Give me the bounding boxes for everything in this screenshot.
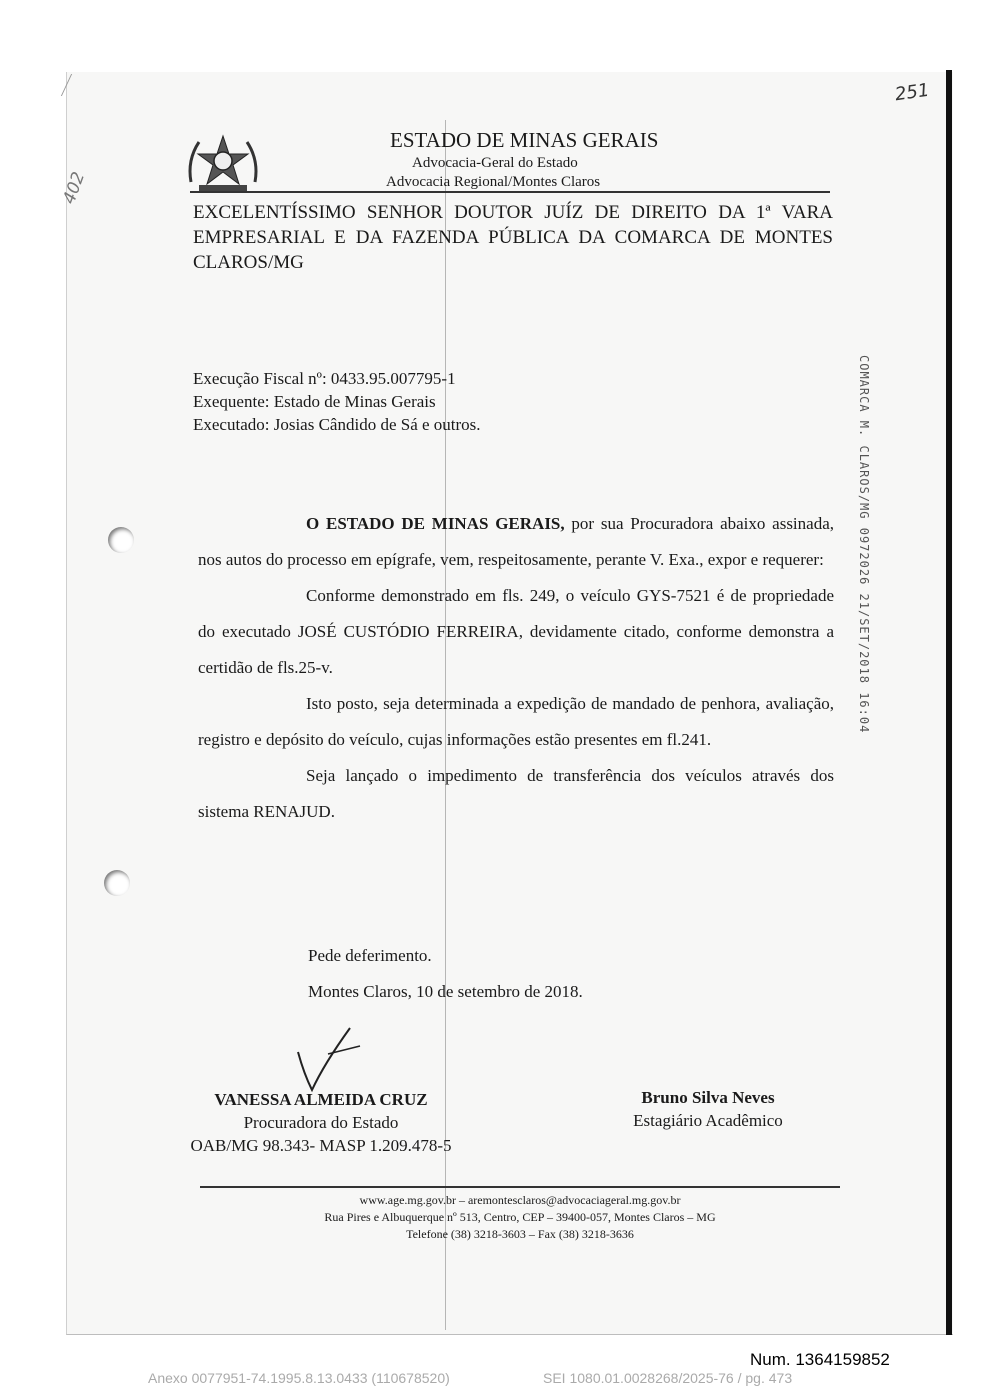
footer-divider (200, 1186, 840, 1188)
paragraph-renajud: Seja lançado o impedimento de transferência dos veículos através dos sistema RENAJUD. (198, 766, 834, 821)
closing-request: Pede deferimento. (308, 946, 432, 965)
header-divider (190, 191, 830, 193)
case-number: Execução Fiscal nº: 0433.95.007795-1 (193, 369, 456, 388)
footer-contact-web: www.age.mg.gov.br – aremontesclaros@advocaciageral.mg.gov.br (359, 1193, 681, 1207)
intro-bold: O ESTADO DE MINAS GERAIS, (306, 514, 565, 533)
case-info (193, 367, 481, 436)
punch-hole (108, 527, 134, 553)
header-subtitle-regional: Advocacia Regional/Montes Claros (386, 174, 601, 190)
annex-reference: Anexo 0077951-74.1995.8.13.0433 (110678520) (148, 1370, 450, 1386)
case-plaintiff: Exequente: Estado de Minas Gerais (193, 392, 436, 411)
sheet-edge (946, 70, 952, 1335)
closing (308, 938, 583, 1010)
header-title: ESTADO DE MINAS GERAIS (390, 128, 659, 152)
coat-of-arms-icon (185, 130, 261, 196)
closing-date: Montes Claros, 10 de setembro de 2018. (308, 982, 583, 1001)
punch-hole (104, 870, 130, 896)
signatory-right (608, 1086, 808, 1132)
footer-address: Rua Pires e Albuquerque nº 513, Centro, CEP – 39400-057, Montes Claros – MG (324, 1210, 716, 1224)
addressee: EXCELENTÍSSIMO SENHOR DOUTOR JUÍZ DE DIREITO DA 1ª VARA EMPRESARIAL E DA FAZENDA PÚBLICA DA COMARCA DE MONTES CLAROS/MG (193, 202, 833, 273)
paragraph-intro (198, 506, 834, 578)
court-stamp-text: COMARCA M. CLAROS/MG 0972026 21/SET/2018 16:04 (857, 355, 871, 734)
sei-reference: SEI 1080.01.0028268/2025-76 / pg. 473 (543, 1370, 793, 1386)
header-subtitle-agency: Advocacia-Geral do Estado (412, 155, 578, 171)
signatory-left-name: VANESSA ALMEIDA CRUZ (214, 1090, 428, 1109)
handwritten-page-number: 251 (893, 79, 931, 106)
signatory-left-role: Procuradora do Estado (243, 1113, 399, 1132)
handwritten-side-number: 402 (59, 169, 90, 207)
footer (200, 1192, 840, 1243)
footer-phone: Telefone (38) 3218-3603 – Fax (38) 3218-3636 (406, 1227, 634, 1241)
signatory-left-registration: OAB/MG 98.343- MASP 1.209.478-5 (190, 1136, 452, 1155)
signatory-right-role: Estagiário Acadêmico (633, 1111, 783, 1130)
intro-rest: por sua Procuradora abaixo assinada, nos autos do processo em epígrafe, vem, respeitosamente, perante V. Exa., expor e requerer: (198, 514, 834, 569)
handwritten-signature (290, 1024, 380, 1096)
paragraph-request: Isto posto, seja determinada a expedição de mandado de penhora, avaliação, registro e depósito do veículo, cujas informações estão presentes em fl.241. (198, 694, 834, 749)
document-number: Num. 1364159852 (750, 1350, 890, 1369)
paragraph-vehicle: Conforme demonstrado em fls. 249, o veículo GYS-7521 é de propriedade do executado JOSÉ CUSTÓDIO FERREIRA, devidamente citado, conforme demonstra a certidão de fls.25-v. (198, 586, 834, 677)
case-defendant: Executado: Josias Cândido de Sá e outros. (193, 415, 481, 434)
petition-body (198, 506, 834, 830)
court-stamp (835, 355, 875, 734)
signatory-right-name: Bruno Silva Neves (641, 1088, 775, 1107)
signatory-left (180, 1088, 462, 1157)
